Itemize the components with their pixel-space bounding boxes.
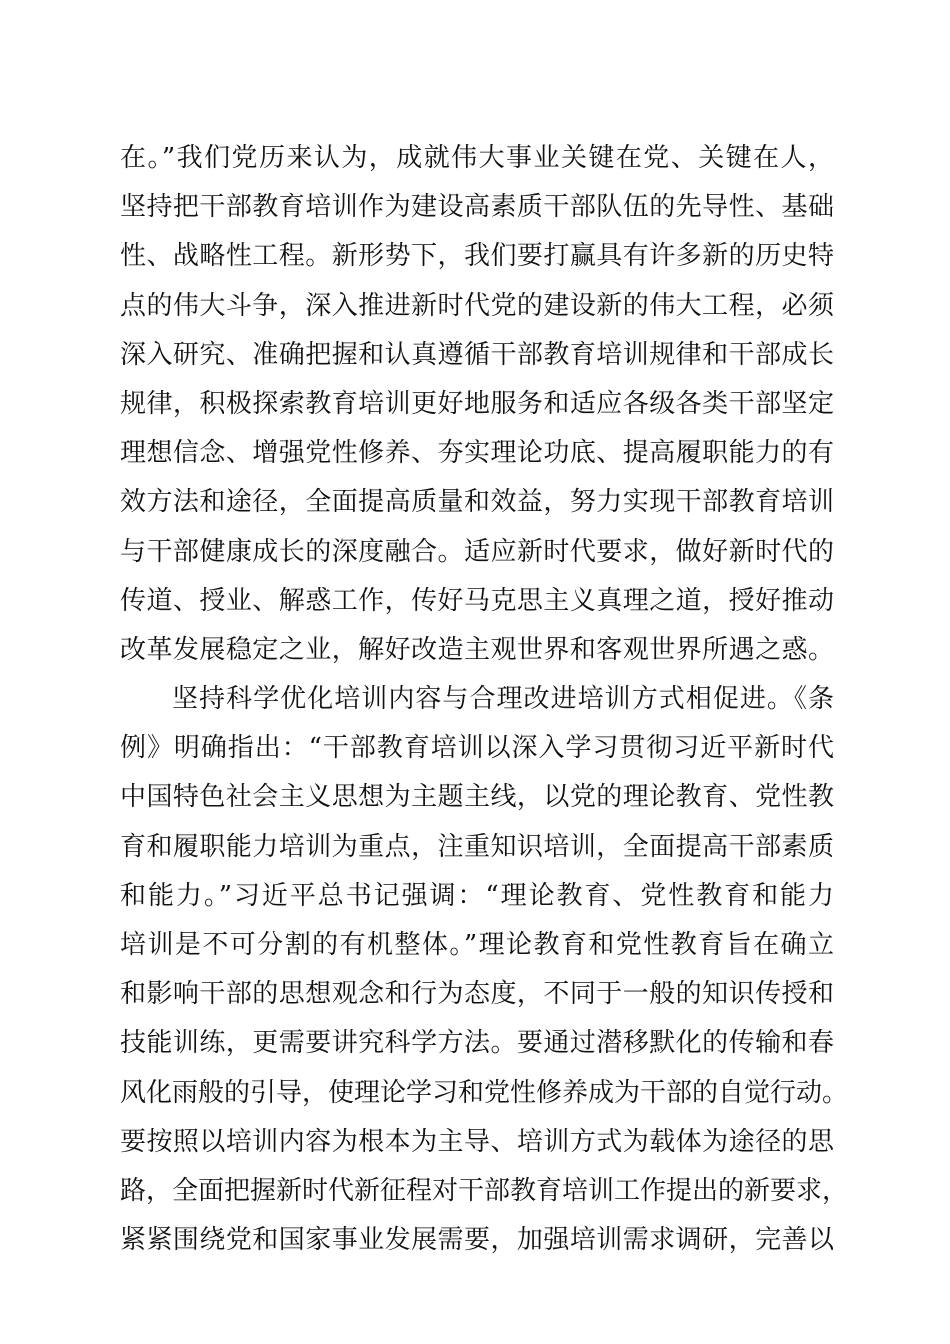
text-line: 与干部健康成长的深度融合。适应新时代要求，做好新时代的 [120, 536, 834, 567]
text-line: 和能力。”习近平总书记强调：“理论教育、党性教育和能力 [120, 880, 834, 911]
text-line: 风化雨般的引导，使理论学习和党性修养成为干部的自觉行动。 [120, 1077, 849, 1108]
text-line: 坚持把干部教育培训作为建设高素质干部队伍的先导性、基础 [120, 192, 834, 223]
text-line: 理想信念、增强党性修养、夯实理论功底、提高履职能力的有 [120, 438, 834, 469]
text-line: 规律，积极探索教育培训更好地服务和适应各级各类干部坚定 [120, 388, 834, 419]
text-line: 要按照以培训内容为根本为主导、培训方式为载体为途径的思 [120, 1126, 834, 1157]
text-line: 在。”我们党历来认为，成就伟大事业关键在党、关键在人， [120, 143, 834, 173]
text-line: 性、战略性工程。新形势下，我们要打赢具有许多新的历史特 [120, 241, 834, 272]
text-line: 传道、授业、解惑工作，传好马克思主义真理之道，授好推动 [120, 585, 834, 616]
text-line: 育和履职能力培训为重点，注重知识培训，全面提高干部素质 [120, 831, 834, 862]
text-line: 例》明确指出：“干部教育培训以深入学习贯彻习近平新时代 [120, 733, 834, 764]
paragraph-1 [120, 134, 834, 675]
text-line: 培训是不可分割的有机整体。”理论教育和党性教育旨在确立 [120, 930, 834, 960]
paragraph-2 [120, 675, 849, 1265]
text-line: 紧紧围绕党和国家事业发展需要，加强培训需求调研，完善以 [120, 1225, 834, 1256]
text-line: 坚持科学优化培训内容与合理改进培训方式相促进。《条 [172, 684, 834, 715]
text-line: 点的伟大斗争，深入推进新时代党的建设新的伟大工程，必须 [120, 290, 834, 321]
text-line: 中国特色社会主义思想为主题主线，以党的理论教育、党性教 [120, 782, 834, 813]
text-line: 效方法和途径，全面提高质量和效益，努力实现干部教育培训 [120, 487, 834, 518]
text-line: 和影响干部的思想观念和行为态度，不同于一般的知识传授和 [120, 979, 834, 1010]
text-line: 技能训练，更需要讲究科学方法。要通过潜移默化的传输和春 [120, 1028, 834, 1059]
text-line: 改革发展稳定之业，解好改造主观世界和客观世界所遇之惑。 [120, 634, 834, 665]
text-line: 路，全面把握新时代新征程对干部教育培训工作提出的新要求， [120, 1175, 849, 1206]
text-line: 深入研究、准确把握和认真遵循干部教育培训规律和干部成长 [120, 339, 834, 370]
body-text [120, 134, 849, 1265]
